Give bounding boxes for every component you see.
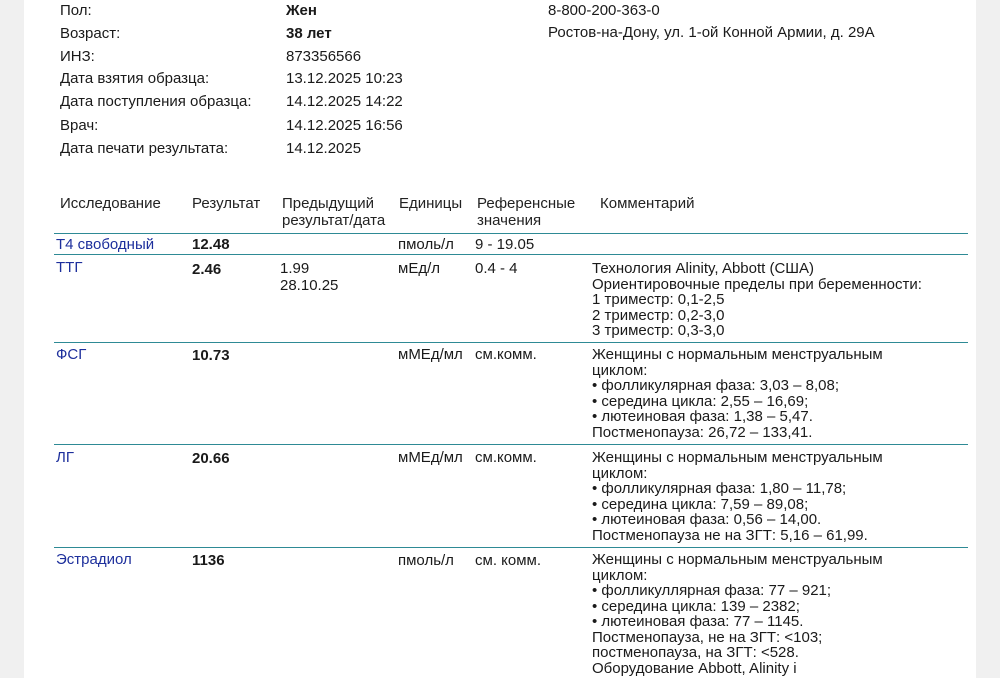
received-label: Дата поступления образца: — [60, 93, 252, 110]
test-comment — [592, 347, 883, 440]
comment-line: • лютеиновая фаза: 0,56 – 14,00. — [592, 511, 822, 528]
test-comment — [592, 261, 922, 339]
test-reference: 9 - 19.05 — [475, 236, 535, 253]
sex-label: Пол: — [60, 2, 92, 19]
received-value: 14.12.2025 14:22 — [286, 93, 403, 110]
test-name: ЛГ — [56, 449, 74, 466]
row-divider — [54, 547, 968, 548]
test-name: Т4 свободный — [56, 236, 155, 253]
sex-value: Жен — [286, 2, 317, 19]
header-comment: Комментарий — [600, 195, 695, 212]
row-divider — [54, 444, 968, 445]
test-name: ФСГ — [56, 346, 87, 363]
comment-line: • середина цикла: 139 – 2382; — [592, 597, 800, 615]
test-name: ТТГ — [56, 259, 83, 276]
test-reference: 0.4 - 4 — [475, 260, 518, 277]
comment-line: Женщины с нормальным менструальным — [592, 449, 883, 466]
comment-line: 3 триместр: 0,3-3,0 — [592, 322, 725, 339]
test-name: Эстрадиол — [56, 551, 132, 568]
comment-line: Женщины с нормальным менструальным — [592, 346, 883, 363]
comment-line: Ориентировочные пределы при беременности: — [592, 275, 922, 293]
header-test: Исследование — [60, 195, 161, 212]
test-units: пмоль/л — [398, 236, 454, 253]
header-previous-line1: Предыдущий — [282, 195, 375, 212]
comment-line: • середина цикла: 7,59 – 89,08; — [592, 495, 809, 513]
test-reference: см. комм. — [475, 552, 542, 569]
comment-line: циклом: — [592, 361, 648, 379]
comment-line: Женщины с нормальным менструальным — [592, 551, 883, 568]
comment-line: Постменопауза: 26,72 – 133,41. — [592, 423, 813, 441]
header-units: Единицы — [399, 195, 463, 212]
test-result: 10.73 — [192, 347, 230, 364]
inz-label: ИНЗ: — [60, 48, 95, 65]
test-comment — [592, 552, 883, 676]
comment-line: • середина цикла: 2,55 – 16,69; — [592, 392, 809, 410]
header-previous-line2: результат/дата — [282, 212, 386, 229]
comment-line: Технология Alinity, Abbott (США) — [592, 260, 815, 277]
row-divider — [54, 233, 968, 234]
test-comment — [592, 450, 883, 543]
comment-line: 2 триместр: 0,2-3,0 — [592, 306, 725, 324]
doctor-value: 14.12.2025 16:56 — [286, 117, 403, 134]
sample-date-label: Дата взятия образца: — [60, 70, 210, 87]
comment-line: • фолликуллярная фаза: 77 – 921; — [592, 582, 832, 599]
test-reference: см.комм. — [475, 346, 537, 363]
test-result: 1136 — [192, 552, 225, 569]
test-result: 2.46 — [192, 261, 222, 278]
test-units: мМЕд/мл — [398, 449, 463, 466]
print-date-label: Дата печати результата: — [60, 140, 229, 157]
age-value: 38 лет — [286, 25, 332, 42]
test-units: пмоль/л — [398, 552, 454, 569]
test-result: 20.66 — [192, 450, 230, 467]
lab-phone: 8-800-200-363-0 — [548, 2, 660, 19]
age-label: Возраст: — [60, 25, 121, 42]
comment-line: • фолликулярная фаза: 1,80 – 11,78; — [592, 480, 847, 497]
sample-date-value: 13.12.2025 10:23 — [286, 70, 403, 87]
header-reference-line2: значения — [477, 212, 542, 229]
comment-line: циклом: — [592, 464, 648, 482]
row-divider — [54, 254, 968, 255]
test-units: мЕд/л — [398, 260, 440, 277]
comment-line: Постменопауза не на ЗГТ: 5,16 – 61,99. — [592, 526, 868, 544]
comment-line: 1 триместр: 0,1-2,5 — [592, 291, 725, 308]
doctor-label: Врач: — [60, 117, 99, 134]
header-reference-line1: Референсные — [477, 195, 576, 212]
test-units: мМЕд/мл — [398, 346, 463, 363]
previous-result: 1.99 — [280, 260, 310, 277]
header-result: Результат — [192, 195, 261, 212]
test-result: 12.48 — [192, 236, 230, 253]
comment-line: • лютеиновая фаза: 77 – 1145. — [592, 613, 804, 630]
lab-address: Ростов-на-Дону, ул. 1-ой Конной Армии, д. 29А — [548, 24, 875, 41]
comment-line: • лютеиновая фаза: 1,38 – 5,47. — [592, 408, 813, 425]
comment-line: Оборудование Abbott, Alinity i — [592, 659, 797, 677]
lab-report-page — [24, 0, 976, 678]
comment-line: циклом: — [592, 566, 648, 584]
row-divider — [54, 342, 968, 343]
test-reference: см.комм. — [475, 449, 537, 466]
comment-line: постменопауза, на ЗГТ: <528. — [592, 644, 799, 661]
comment-line: • фолликулярная фаза: 3,03 – 8,08; — [592, 377, 839, 394]
inz-value: 873356566 — [286, 48, 362, 65]
previous-date: 28.10.25 — [280, 277, 339, 294]
comment-line: Постменопауза, не на ЗГТ: <103; — [592, 628, 823, 646]
print-date-value: 14.12.2025 — [286, 140, 362, 157]
